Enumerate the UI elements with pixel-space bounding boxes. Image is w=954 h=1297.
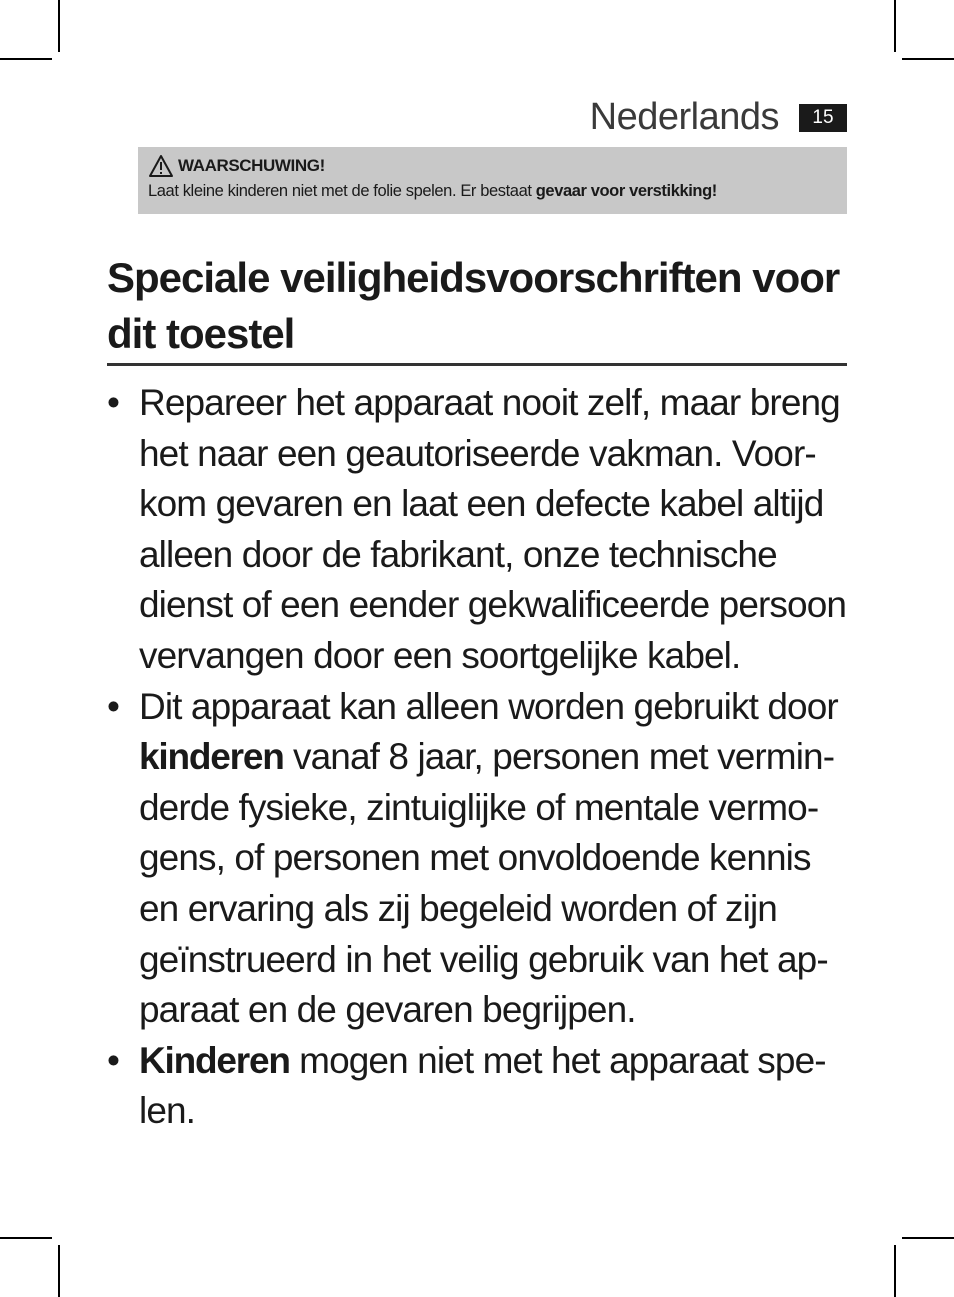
crop-mark-bottom-right-vertical <box>894 1245 896 1297</box>
bullet-1-line: het naar een geautoriseerde vakman. Voor- <box>139 432 816 474</box>
bullet-2-line: en ervaring als zij begeleid worden of zijn <box>139 887 777 929</box>
title-underline <box>107 363 847 366</box>
bullet-3-line: len. <box>139 1090 196 1132</box>
crop-mark-top-right-horizontal <box>902 58 954 60</box>
page-header <box>590 96 847 139</box>
bullet-item-2 <box>107 682 852 1036</box>
warning-title: WAARSCHUWING! <box>178 156 325 175</box>
bullet-2-line: paraat en de gevaren begrijpen. <box>139 989 636 1031</box>
bullet-icon: • <box>107 1039 120 1081</box>
bullet-2-line: gens, of personen met onvoldoende kennis <box>139 837 811 879</box>
language-label: Nederlands <box>589 96 779 138</box>
crop-mark-bottom-left-horizontal <box>0 1237 52 1239</box>
bullet-item-3 <box>107 1036 852 1137</box>
section-title-line-1: Speciale veiligheidsvoorschriften voor <box>107 254 840 301</box>
bullet-icon: • <box>107 685 120 727</box>
bullet-1-line: Repareer het apparaat nooit zelf, maar breng <box>139 382 840 423</box>
section-title <box>107 250 847 362</box>
page-number: 15 <box>799 104 847 132</box>
bullet-2-line: derde fysieke, zintuiglijke of mentale vermo- <box>139 786 819 828</box>
crop-mark-top-left-vertical <box>58 0 60 52</box>
bullet-1-line: alleen door de fabrikant, onze technische <box>139 533 777 575</box>
warning-box <box>138 147 847 214</box>
crop-mark-bottom-right-horizontal <box>902 1237 954 1239</box>
bullet-3-line <box>139 1036 852 1087</box>
bullet-2-line: Dit apparaat kan alleen worden gebruikt door <box>139 685 838 727</box>
bullet-1-line: dienst of een eender gekwalificeerde persoon <box>139 584 847 626</box>
bullet-3-line-rest: mogen niet met het apparaat spe- <box>289 1039 826 1081</box>
crop-mark-bottom-left-vertical <box>58 1245 60 1297</box>
warning-text-bold: gevaar voor verstikking! <box>535 182 717 200</box>
warning-heading <box>148 154 837 178</box>
safety-bullet-list <box>107 378 852 1137</box>
crop-mark-top-right-vertical <box>894 0 896 52</box>
bullet-1-line: vervangen door een soortgelijke kabel. <box>139 634 741 676</box>
bullet-1-line: kom gevaren en laat een defecte kabel altijd <box>139 483 824 525</box>
bullet-icon: • <box>107 382 120 423</box>
section-title-line-2: dit toestel <box>107 310 295 357</box>
warning-triangle-icon <box>148 154 174 178</box>
bullet-2-line: geïnstrueerd in het veilig gebruik van het ap- <box>139 938 828 980</box>
bullet-2-line <box>139 732 852 783</box>
crop-mark-top-left-horizontal <box>0 58 52 60</box>
warning-text <box>148 182 837 201</box>
bullet-2-line-rest: vanaf 8 jaar, personen met vermin- <box>283 736 835 778</box>
bullet-item-1 <box>107 378 852 682</box>
bullet-2-emphasis: kinderen <box>139 736 284 778</box>
warning-text-regular: Laat kleine kinderen niet met de folie spelen. Er bestaat <box>148 182 536 200</box>
bullet-3-emphasis: Kinderen <box>139 1039 290 1081</box>
